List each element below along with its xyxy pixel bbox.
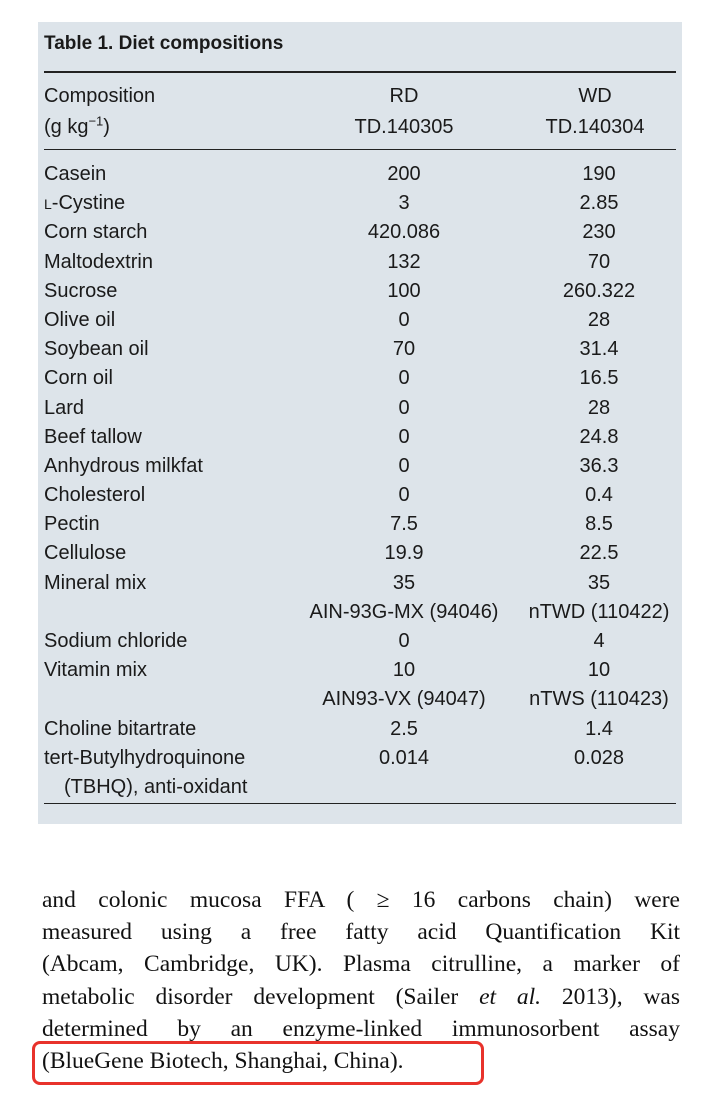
paragraph-line: and colonic mucosa FFA ( ≥ 16 carbons chain) were — [42, 887, 680, 913]
table-row — [38, 481, 682, 510]
row-wd-value: 260.322 — [562, 279, 636, 302]
row-rd-value: 3 — [398, 192, 410, 215]
row-name: Olive oil — [44, 308, 116, 331]
paragraph-line: metabolic disorder development (Sailer et al. 2013), was — [42, 983, 680, 1010]
row-name: Sodium chloride — [44, 630, 188, 652]
row-wd-value: 0.028 — [573, 746, 625, 769]
row-wd-value: 4 — [593, 630, 605, 652]
table-row — [38, 335, 682, 364]
row-name: Lard — [44, 396, 85, 419]
highlight-annotation — [32, 1041, 484, 1085]
table-row — [38, 218, 682, 247]
header-rd: RD — [389, 85, 419, 107]
row-name: Pectin — [44, 513, 100, 536]
table-bottom-rule — [44, 803, 676, 804]
row-name: Sucrose — [44, 279, 118, 302]
row-name: Corn starch — [44, 221, 148, 244]
row-name: Soybean oil — [44, 338, 149, 361]
table-row — [38, 627, 682, 656]
row-wd-value: 35 — [587, 571, 611, 594]
row-rd-value: 100 — [387, 279, 421, 302]
row-rd-value: 19.9 — [384, 542, 424, 565]
paragraph-line: (Abcam, Cambridge, UK). Plasma citrulline, a marker of — [42, 951, 680, 978]
table-row — [38, 744, 682, 773]
table-row — [38, 248, 682, 277]
row-name: Maltodextrin — [44, 250, 153, 273]
header-rd-code: TD.140305 — [354, 116, 454, 138]
row-rd-value: 0 — [398, 396, 410, 419]
paragraph-line: determined by an enzyme-linked immunosorbent assay — [42, 1015, 680, 1042]
header-wd: WD — [578, 85, 612, 107]
row-rd-value: 2.5 — [390, 717, 418, 740]
row-rd-value: 0 — [398, 630, 410, 652]
row-wd-value: 8.5 — [585, 513, 613, 536]
row-wd-value: 28 — [587, 396, 611, 419]
table-row — [38, 715, 682, 744]
header-wd-code: TD.140304 — [545, 116, 645, 138]
row-name: L-Cystine — [44, 192, 126, 215]
row-rd-value: 7.5 — [390, 513, 418, 536]
row-wd-value: 2.85 — [579, 192, 619, 215]
row-wd-value: nTWS (110423) — [529, 688, 669, 711]
table-row — [38, 685, 682, 714]
row-name: Vitamin mix — [44, 659, 147, 682]
row-name: Corn oil — [44, 367, 113, 390]
row-rd-value: 0 — [398, 425, 410, 448]
table-row — [38, 539, 682, 568]
row-rd-value: 0 — [398, 308, 410, 331]
row-rd-value: 0 — [398, 454, 410, 477]
row-wd-value: 24.8 — [579, 425, 619, 448]
row-name: Casein — [44, 163, 107, 185]
header-composition: Composition — [44, 85, 156, 107]
row-rd-value: 0 — [398, 367, 410, 390]
table-row — [38, 277, 682, 306]
row-rd-value: 420.086 — [367, 221, 441, 244]
table-body — [38, 160, 682, 802]
row-name: Mineral mix — [44, 571, 147, 594]
row-name: tert-Butylhydroquinone — [44, 746, 246, 769]
row-wd-value: 190 — [582, 163, 616, 185]
row-wd-value: 0.4 — [585, 484, 613, 507]
table-row — [38, 598, 682, 627]
row-rd-value: 0.014 — [378, 746, 430, 769]
row-name: Anhydrous milkfat — [44, 454, 203, 477]
row-rd-value: 10 — [392, 659, 416, 682]
table-top-rule — [44, 71, 676, 73]
row-wd-value: 230 — [582, 221, 616, 244]
row-name: (TBHQ), anti-oxidant — [64, 775, 248, 798]
row-wd-value: 16.5 — [579, 367, 619, 390]
table-row — [38, 394, 682, 423]
row-rd-value: 0 — [398, 484, 410, 507]
table-row — [38, 773, 682, 802]
table-title: Table 1. Diet compositions — [44, 33, 284, 54]
table-row — [38, 656, 682, 685]
row-rd-value: 132 — [387, 250, 421, 273]
row-name: Beef tallow — [44, 425, 142, 448]
paragraph-line: measured using a free fatty acid Quantification Kit — [42, 919, 680, 946]
row-wd-value: 31.4 — [579, 338, 619, 361]
header-rule — [44, 149, 676, 150]
row-rd-value: AIN-93G-MX (94046) — [309, 600, 499, 623]
row-rd-value: 70 — [392, 338, 416, 361]
table-row — [38, 423, 682, 452]
table-row — [38, 189, 682, 218]
row-wd-value: 1.4 — [585, 717, 613, 740]
table-row — [38, 452, 682, 481]
row-wd-value: 28 — [587, 308, 611, 331]
table-row — [38, 510, 682, 539]
table-row — [38, 306, 682, 335]
row-name: Cholesterol — [44, 484, 146, 507]
row-wd-value: 10 — [587, 659, 611, 682]
table-row — [38, 160, 682, 189]
header-units: (g $kg^{-1}$) — [44, 113, 110, 138]
table-row — [38, 364, 682, 393]
row-rd-value: 35 — [392, 571, 416, 594]
diet-composition-table — [38, 22, 682, 824]
row-rd-value: 200 — [387, 163, 421, 185]
row-rd-value: AIN93-VX (94047) — [322, 688, 486, 711]
row-wd-value: 22.5 — [579, 542, 619, 565]
table-row — [38, 569, 682, 598]
row-wd-value: nTWD (110422) — [528, 600, 670, 623]
row-wd-value: 70 — [587, 250, 611, 273]
paragraph-line-highlighted: (BlueGene Biotech, Shanghai, China). — [42, 1048, 404, 1075]
row-wd-value: 36.3 — [579, 454, 619, 477]
row-name: Cellulose — [44, 542, 127, 565]
row-name: Choline bitartrate — [44, 717, 197, 740]
